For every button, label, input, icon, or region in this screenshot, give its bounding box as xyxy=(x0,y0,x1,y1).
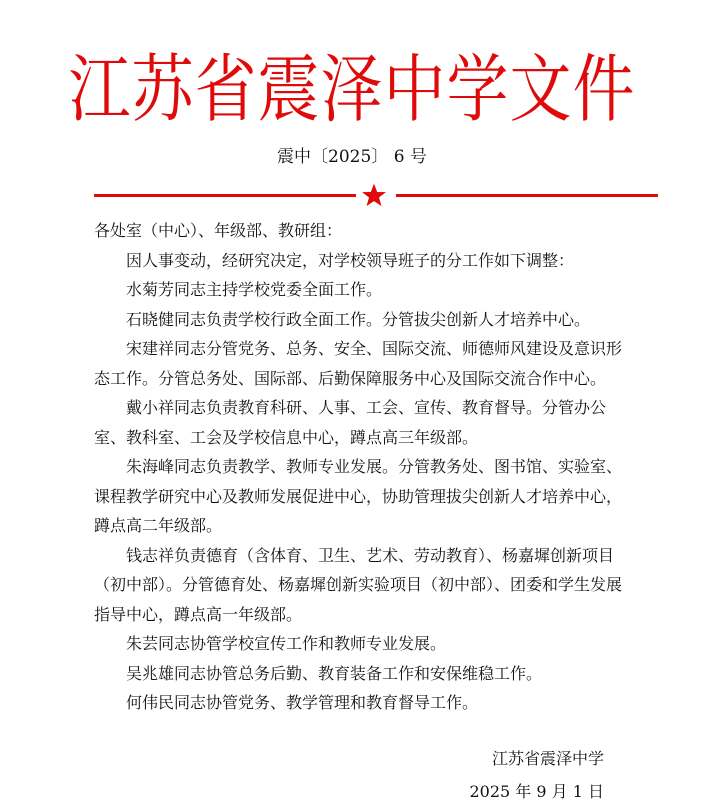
signature-block xyxy=(469,742,604,808)
paragraph-assignment: 石晓健同志负责学校行政全面工作。分管拔尖创新人才培养中心。 xyxy=(126,309,591,329)
document-number: 震中〔2025〕 6 号 xyxy=(277,147,427,167)
paragraph-assignment: 朱芸同志协管学校宣传工作和教师专业发展。 xyxy=(126,634,447,653)
paragraph-assignment: 戴小祥同志负责教育科研、人事、工会、宣传、教育督导。分管办公室、教科室、工会及学校信息中心，蹲点高三年级部。 xyxy=(94,398,607,447)
signature-date: 2025 年 9 月 1 日 xyxy=(469,782,604,801)
salutation: 各处室（中心）、年级部、教研组： xyxy=(94,221,343,240)
document-body xyxy=(94,216,624,718)
paragraph-intro: 因人事变动，经研究决定，对学校领导班子的分工作如下调整： xyxy=(126,250,575,270)
paragraph-assignment: 水菊芳同志主持学校党委全面工作。 xyxy=(126,280,383,299)
paragraph-assignment: 钱志祥负责德育（含体育、卫生、艺术、劳动教育）、杨嘉墀创新项目（初中部）。分管德育处、杨嘉墀创新实验项目（初中部）、团委和学生发展指导中心，蹲点高一年级部。 xyxy=(94,545,623,624)
star-icon xyxy=(361,182,387,208)
header-rule-left xyxy=(94,194,356,197)
paragraph-assignment: 吴兆雄同志协管总务后勤、教育装备工作和安保维稳工作。 xyxy=(126,663,543,683)
paragraph-assignment: 何伟民同志协管党务、教学管理和教育督导工作。 xyxy=(126,693,479,712)
paragraph-assignment: 宋建祥同志分管党务、总务、安全、国际交流、师德师风建设及意识形态工作。分管总务处、国际部、后勤保障服务中心及国际交流合作中心。 xyxy=(94,339,623,388)
header-rule-right xyxy=(396,194,658,197)
paragraph-assignment: 朱海峰同志负责教学、教师专业发展。分管教务处、图书馆、实验室、课程教学研究中心及教师发展促进中心，协助管理拔尖创新人才培养中心，蹲点高二年级部。 xyxy=(94,457,623,535)
document-header-title: 江苏省震泽中学文件 xyxy=(68,45,636,133)
signature-organization: 江苏省震泽中学 xyxy=(491,749,604,768)
